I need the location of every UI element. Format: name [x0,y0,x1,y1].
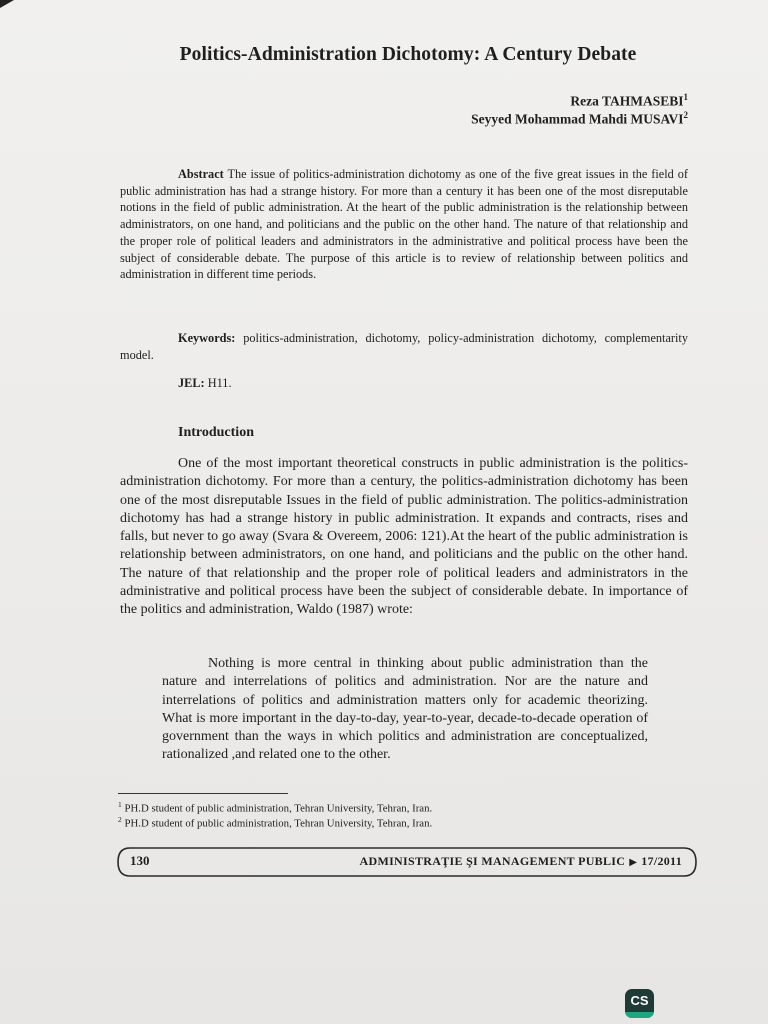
paper-title: Politics-Administration Dichotomy: A Century Debate [179,44,637,65]
introduction-paragraph: One of the most important theoretical constructs in public administration is the politics-administration dichotomy. For more than a century, the politics-administration dichotomy has been one of the most disreputable Issues in the field of public administration. The politics-administration dichotomy has had a strange history in public administration. It expands and contracts, rises and falls, but never to go away (Svara & Overeem, 2006: 121).At the heart of the public administration is relationship between administrators, on one hand, and politicians and the public on the other hand. The nature of that relationship and the proper role of political leaders and administrators in the administrative and political process have been the subject of considerable debate. In importance of the politics and administration, Waldo (1987) wrote: [120,456,688,618]
author-2-footnote-mark: 2 [683,110,688,120]
abstract [120,166,688,283]
camscanner-logo-icon [625,989,654,1018]
footnote-2-text: PH.D student of public administration, Tehran University, Tehran, Iran. [121,817,433,830]
jel-text: H11. [204,376,232,390]
badge-stripe [625,1012,654,1018]
author-1 [570,92,688,110]
author-1-footnote-mark: 1 [683,92,688,102]
author-1-name: Reza TAHMASEBI [570,93,684,109]
abstract-label: Abstract [178,167,224,181]
jel-label: JEL: [178,376,205,390]
footnote-1 [118,800,432,815]
journal-issue: 17/2011 [641,854,682,868]
footnote-2 [118,815,432,830]
footnote-1-text: PH.D student of public administration, Tehran University, Tehran, Iran. [121,802,433,815]
keywords-text: politics-administration, dichotomy, policy-administration dichotomy, complementarity model. [120,331,688,362]
journal-name: ADMINISTRAŢIE ŞI MANAGEMENT PUBLIC [359,854,626,868]
corner-mark [0,0,14,8]
keywords-label: Keywords: [178,331,236,345]
author-2 [471,110,688,128]
journal-running-footer [360,854,682,869]
abstract-text: The issue of politics-administration dichotomy as one of the five great issues in the field of public administration has had a strange history. For more than a century it has been one of the most disreputable notions in the field of public administration. At the heart of the public administration is the relationship between administrators, on one hand, and politicians and the public on the other hand. The nature of that relationship and the proper role of political leaders and administrators in the administrative and political process have been the subject of considerable debate. The purpose of this article is to review of relationship between politics and administration in different time periods. [120,167,688,282]
keywords [120,330,688,364]
author-2-name: Seyyed Mohammad Mahdi MUSAVI [471,111,684,127]
block-quote: Nothing is more central in thinking about public administration than the nature and interrelations of politics and administration. Nor are the nature and interrelations of politics and administration matters only for academic theorizing. What is more important in the day-to-day, year-to-year, decade-to-decade operation of government than the ways in which politics and administration are conceptualized, rationalized ,and related one to the other. [162,656,648,763]
page-footer [116,846,698,878]
footnote-divider [118,793,288,794]
introduction-heading: Introduction [178,425,254,440]
jel-code [178,376,232,391]
footnote-2-mark: 2 [118,815,122,824]
badge-label: CS [630,993,649,1008]
page-number: 130 [130,853,150,868]
arrow-right-icon: ▶ [629,857,638,868]
footnote-1-mark: 1 [118,800,122,809]
